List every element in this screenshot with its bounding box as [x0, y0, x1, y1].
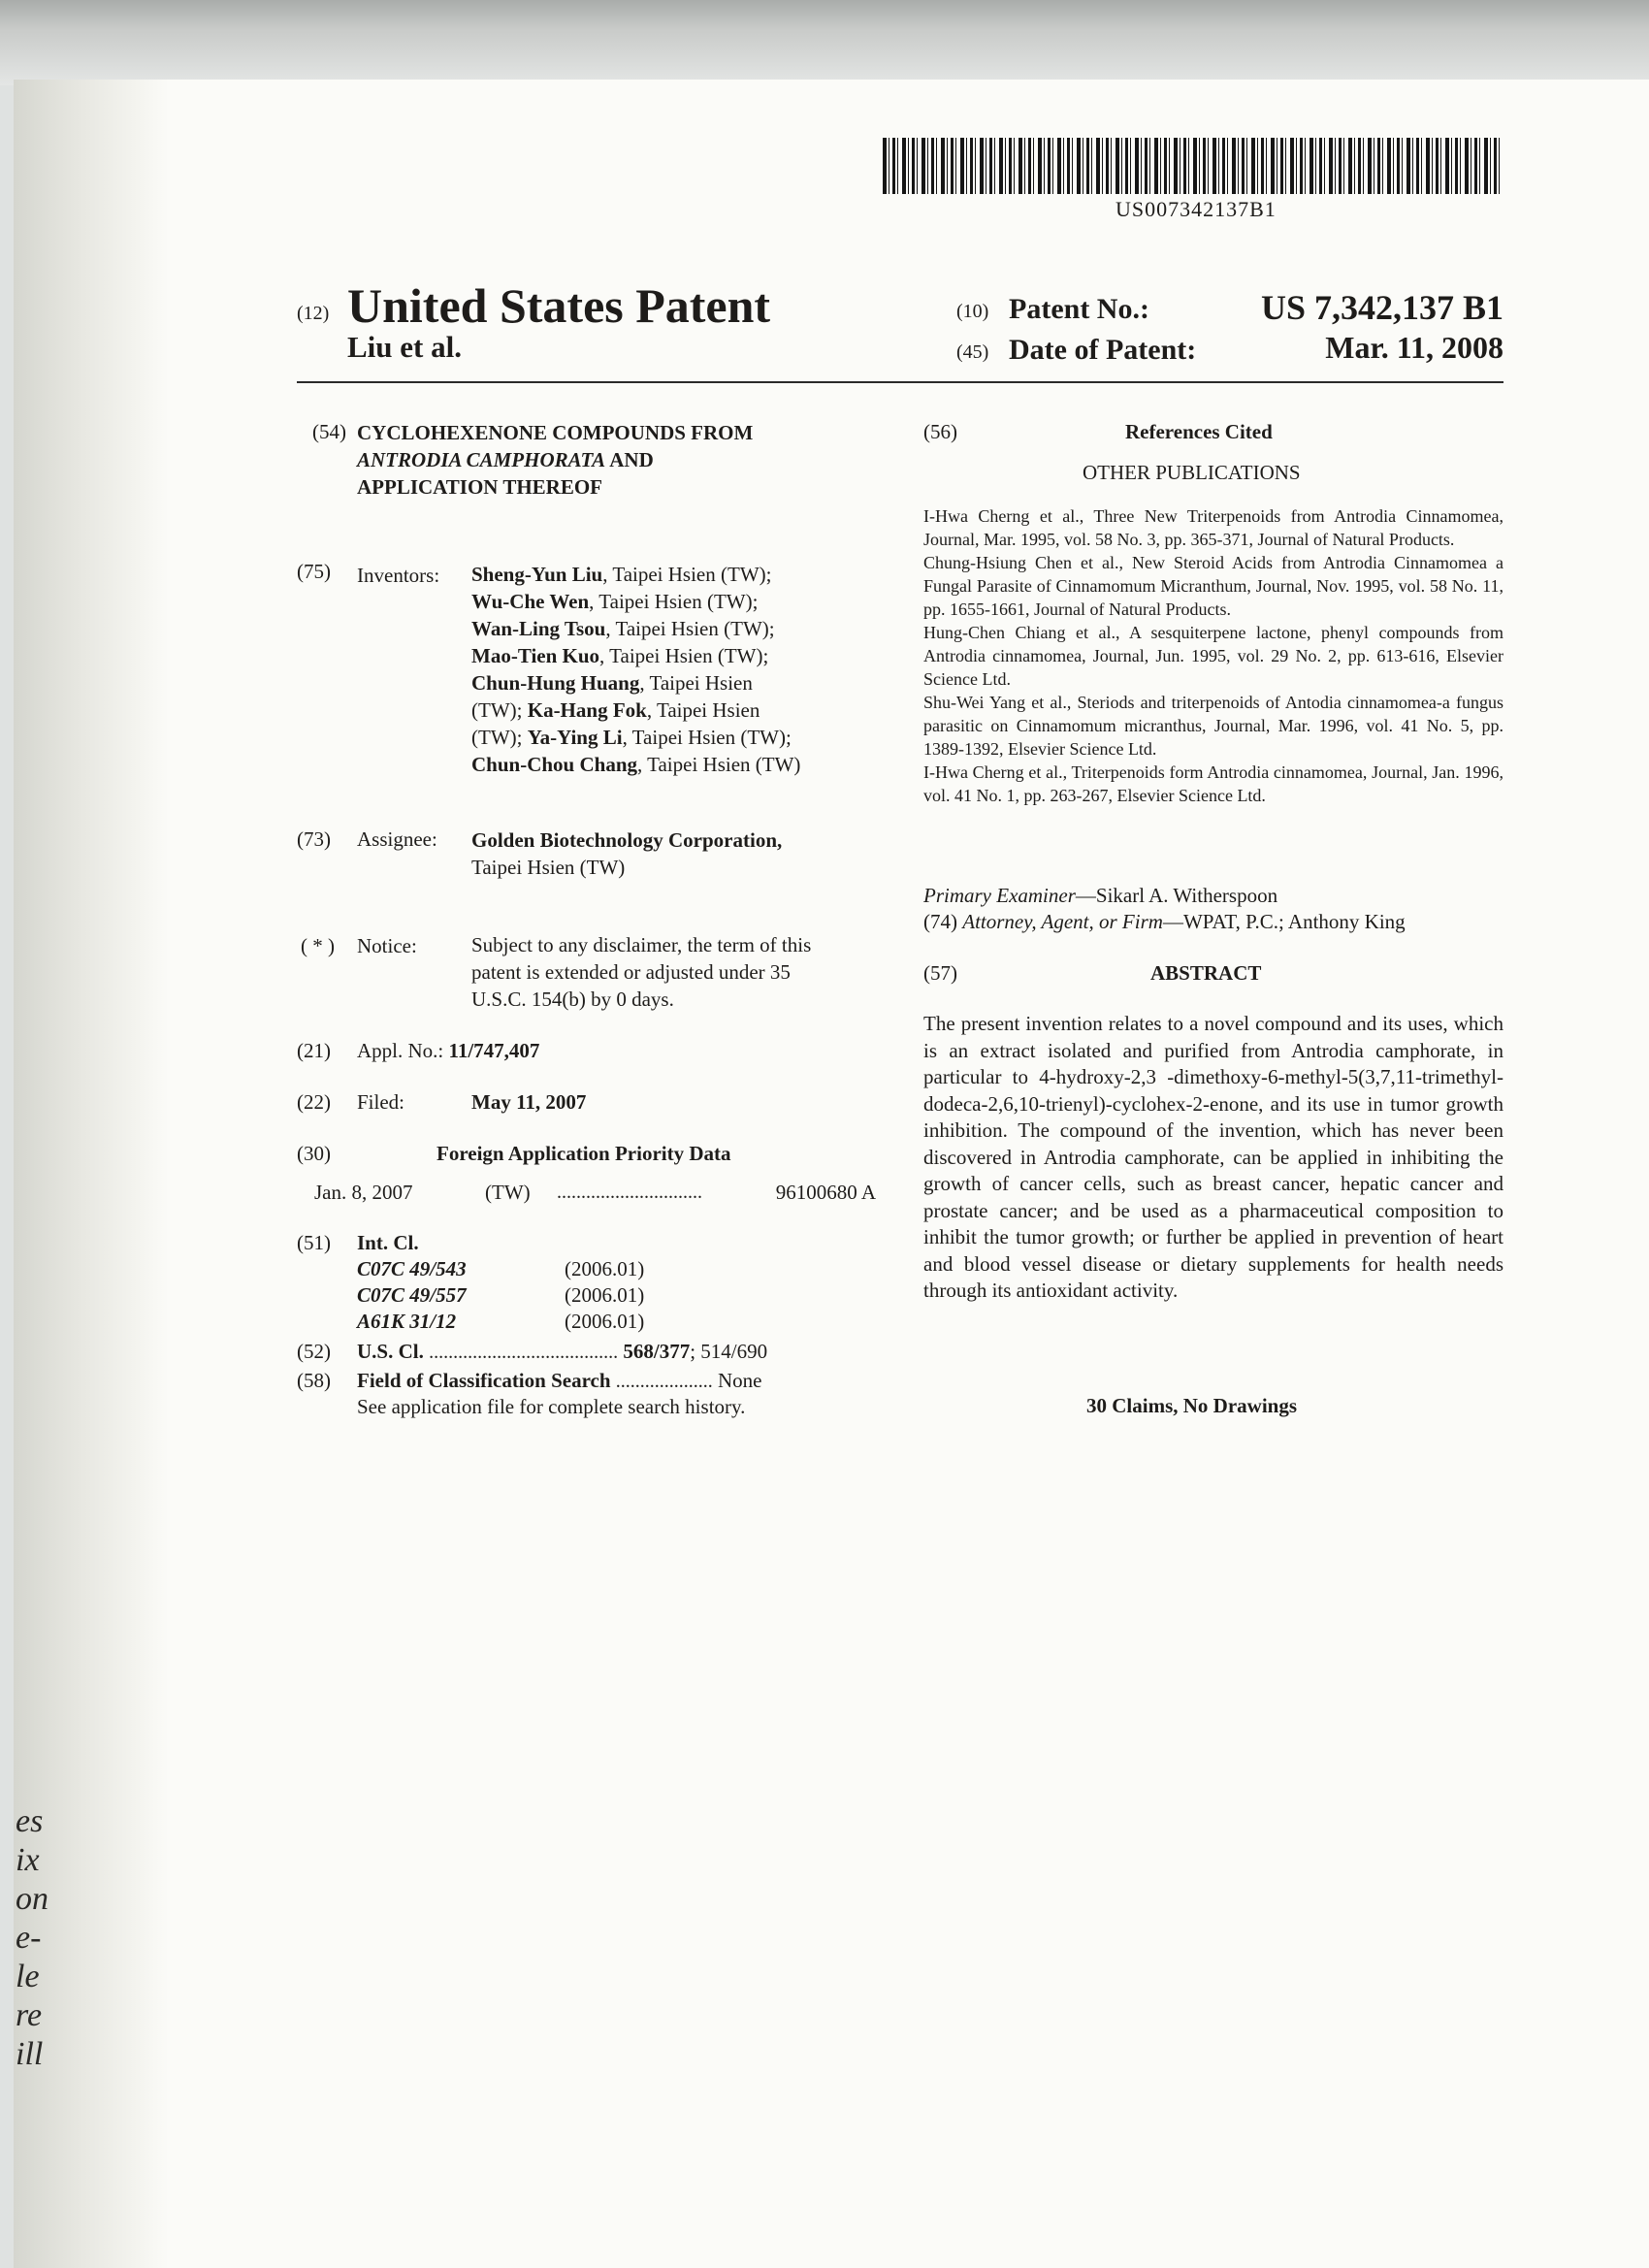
field-search-value: None [718, 1369, 762, 1392]
foreign-dots: .............................. [557, 1182, 702, 1203]
foreign-number: 96100680 A [775, 1181, 876, 1204]
code-51: (51) [297, 1231, 331, 1254]
filed-value: May 11, 2007 [471, 1090, 587, 1114]
foreign-country: (TW) [485, 1181, 531, 1204]
int-cl-row: C07C 49/543 (2006.01) [357, 1257, 645, 1280]
invention-title: CYCLOHEXENONE COMPOUNDS FROM ANTRODIA CAMPHORATA AND APPLICATION THEREOF [357, 421, 754, 499]
inventor-line: Chun-Chou Chang, Taipei Hsien (TW) [471, 753, 801, 776]
code-56: (56) [923, 420, 957, 443]
attorney-line: (74) Attorney, Agent, or Firm—WPAT, P.C.; Anthony King [923, 910, 1406, 933]
us-cl-primary: 568/377 [623, 1340, 691, 1363]
reference-item: I-Hwa Cherng et al., Three New Triterpenoids from Antrodia Cinnamomea, Journal, Mar. 1995, vol. 58 No. 3, pp. 365-371, Journal of Natural Products. [923, 506, 1504, 549]
code-54: (54) [312, 420, 346, 443]
reference-item: Hung-Chen Chiang et al., A sesquiterpene lactone, phenyl compounds from Antrodia cinnamomea, Journal, Jun. 1995, vol. 29 No. 2, pp. 613-616, Elsevier Science Ltd. [923, 623, 1504, 689]
inventor-line: Sheng-Yun Liu, Taipei Hsien (TW); [471, 563, 772, 586]
int-cl-label: Int. Cl. [357, 1231, 419, 1254]
code-57: (57) [923, 961, 957, 985]
us-cl-line: U.S. Cl. ....................................... 568/377; 514/690 [357, 1340, 768, 1363]
assignee: Golden Biotechnology Corporation, Taipei Hsien (TW) [471, 828, 783, 879]
claims-summary: 30 Claims, No Drawings [1086, 1394, 1298, 1417]
filed-label: Filed: [357, 1090, 405, 1114]
int-cl-row: C07C 49/557 (2006.01) [357, 1283, 645, 1307]
code-75: (75) [297, 560, 331, 583]
code-10: (10) [956, 301, 989, 322]
inventors-list [471, 561, 898, 778]
inventor-line: Wu-Che Wen, Taipei Hsien (TW); [471, 590, 759, 613]
date-value: Mar. 11, 2008 [1325, 330, 1504, 365]
us-cl-secondary: ; 514/690 [690, 1340, 768, 1363]
patent-authors: Liu et al. [347, 330, 462, 364]
foreign-priority-title: Foreign Application Priority Data [436, 1142, 731, 1165]
code-45: (45) [956, 341, 989, 363]
us-cl-label: U.S. Cl. [357, 1340, 424, 1363]
patent-title: United States Patent [347, 278, 771, 333]
code-30: (30) [297, 1142, 331, 1165]
reference-item: I-Hwa Cherng et al., Triterpenoids form Antrodia cinnamomea, Journal, Jan. 1996, vol. 41 No. 1, pp. 263-267, Elsevier Science Ltd. [923, 762, 1504, 805]
primary-examiner: Primary Examiner—Sikarl A. Witherspoon [923, 884, 1278, 907]
notice-label: Notice: [357, 934, 417, 957]
field-search-line: Field of Classification Search .................... None [357, 1369, 762, 1392]
date-label: Date of Patent: [1009, 334, 1197, 366]
notice-text: Subject to any disclaimer, the term of this patent is extended or adjusted under 35 U.S.C. 154(b) by 0 days. [471, 933, 812, 1011]
header-rule [297, 381, 1504, 383]
patent-no-value: US 7,342,137 B1 [1260, 288, 1504, 327]
field-search-label: Field of Classification Search [357, 1369, 611, 1392]
inventor-line: Wan-Ling Tsou, Taipei Hsien (TW); [471, 617, 775, 640]
abstract-title: ABSTRACT [1150, 961, 1262, 985]
assignee-label: Assignee: [357, 827, 437, 851]
references-title: References Cited [1125, 420, 1273, 443]
abstract-body: The present invention relates to a novel compound and its uses, which is an extract isolated and purified from Antrodia camphorate, in particular to 4-hydroxy-2,3 -dimethoxy-6-methyl-5(3,7,11-trimethyl-dodeca-2,6,10-trienyl)-cyclohex-2-enone, and its use in tumor growth inhibition. The compound of the invention, which has never been discovered in Antrodia camphorate, can be applied in inhibiting the growth of cancer cells, such as breast cancer, hepatic cancer and prostate cancer; and be used as a pharmaceutical composition to inhibit the tumor growth; or further be applied in prevention of heart and blood vessel disease or dietary supplements for health needs through its antioxidant activity. [923, 1012, 1504, 1302]
appl-label: Appl. No.: [357, 1039, 444, 1062]
code-58: (58) [297, 1369, 331, 1392]
facing-page-fragments: es ix on e- le re ill [16, 1803, 48, 2072]
code-12: (12) [297, 303, 330, 324]
references-list [923, 504, 1504, 807]
code-21: (21) [297, 1039, 331, 1062]
inventor-line: (TW); Ya-Ying Li, Taipei Hsien (TW); [471, 726, 792, 749]
int-cl-row: A61K 31/12 (2006.01) [357, 1310, 645, 1333]
reference-item: Chung-Hsiung Chen et al., New Steroid Acids from Antrodia Cinnamomea a Fungal Parasite of Cinnamomum Micranthum, Journal, Nov. 1995, vol. 58 No. 11, pp. 1655-1661, Journal of Natural Products. [923, 553, 1504, 619]
other-publications-title: OTHER PUBLICATIONS [1083, 461, 1301, 484]
code-notice: ( * ) [301, 934, 335, 957]
inventor-line: Chun-Hung Huang, Taipei Hsien [471, 671, 753, 695]
inventor-line: Mao-Tien Kuo, Taipei Hsien (TW); [471, 644, 769, 667]
barcode-number: US007342137B1 [1116, 197, 1277, 221]
scan-top-edge [0, 0, 1649, 85]
inventor-line: (TW); Ka-Hang Fok, Taipei Hsien [471, 698, 760, 722]
appl-value: 11/747,407 [448, 1039, 540, 1062]
code-22: (22) [297, 1090, 331, 1114]
reference-item: Shu-Wei Yang et al., Steriods and triterpenoids of Antodia cinnamomea-a fungus parasitic on Cinnamomum micranthus, Journal, Mar. 1996, vol. 41 No. 5, pp. 1389-1392, Elsevier Science Ltd. [923, 693, 1504, 759]
foreign-date: Jan. 8, 2007 [314, 1181, 413, 1204]
inventors-label: Inventors: [357, 564, 440, 587]
field-search-note: See application file for complete search history. [357, 1395, 746, 1418]
patent-no-label: Patent No.: [1009, 293, 1149, 325]
code-73: (73) [297, 827, 331, 851]
code-52: (52) [297, 1340, 331, 1363]
int-cl-list [357, 1256, 644, 1335]
patent-barcode [883, 138, 1504, 194]
